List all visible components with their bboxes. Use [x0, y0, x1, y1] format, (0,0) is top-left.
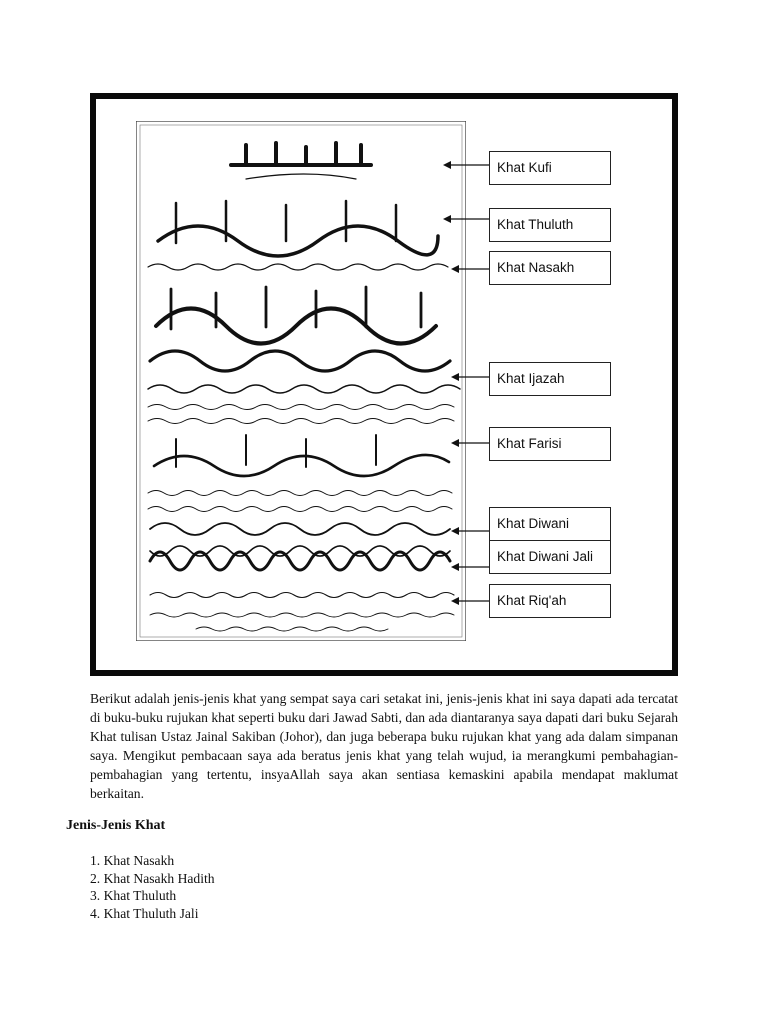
list-item: 2. Khat Nasakh Hadith — [90, 870, 215, 886]
list-item: 4. Khat Thuluth Jali — [90, 905, 199, 921]
arabic-calligraphy-manuscript — [136, 121, 466, 641]
arrow-left-icon — [451, 263, 493, 275]
label-khat-nasakh: Khat Nasakh — [489, 251, 611, 285]
arrow-left-icon — [451, 371, 493, 383]
section-heading: Jenis-Jenis Khat — [66, 818, 166, 833]
arrow-left-icon — [443, 159, 493, 171]
khat-types-figure — [90, 93, 678, 676]
arrow-left-icon — [443, 213, 493, 225]
arrow-left-icon — [451, 561, 493, 573]
list-item: 3. Khat Thuluth — [90, 888, 177, 903]
arrow-left-icon — [451, 525, 493, 537]
arrow-left-icon — [451, 437, 493, 449]
label-khat-riqah: Khat Riq'ah — [489, 584, 611, 618]
label-khat-thuluth: Khat Thuluth — [489, 208, 611, 242]
label-khat-diwani-jali: Khat Diwani Jali — [489, 540, 611, 574]
label-khat-kufi: Khat Kufi — [489, 151, 611, 185]
label-khat-diwani: Khat Diwani — [489, 507, 611, 541]
khat-list — [90, 852, 215, 922]
label-khat-farisi: Khat Farisi — [489, 427, 611, 461]
label-khat-ijazah: Khat Ijazah — [489, 362, 611, 396]
list-item: 1. Khat Nasakh — [90, 853, 175, 868]
intro-paragraph: Berikut adalah jenis-jenis khat yang sempat saya cari setakat ini, jenis-jenis khat ini saya dapati ada tercatat di buku-buku rujukan khat seperti buku dari Jawad Sabti, dan ada diantaranya saya dapati dari buku Sejarah Khat tulisan Ustaz Jainal Sakiban (Johor), dan juga beberapa buku rujukan khat yang ada dalam simpanan saya. Mengikut pembacaan saya ada beratus jenis khat yang telah wujud, ia merangkumi pembahagian-pembahagian yang tertentu, insyaAllah saya akan sentiasa kemaskini apabila mendapat maklumat berkaitan. — [90, 691, 678, 801]
arrow-left-icon — [451, 595, 493, 607]
